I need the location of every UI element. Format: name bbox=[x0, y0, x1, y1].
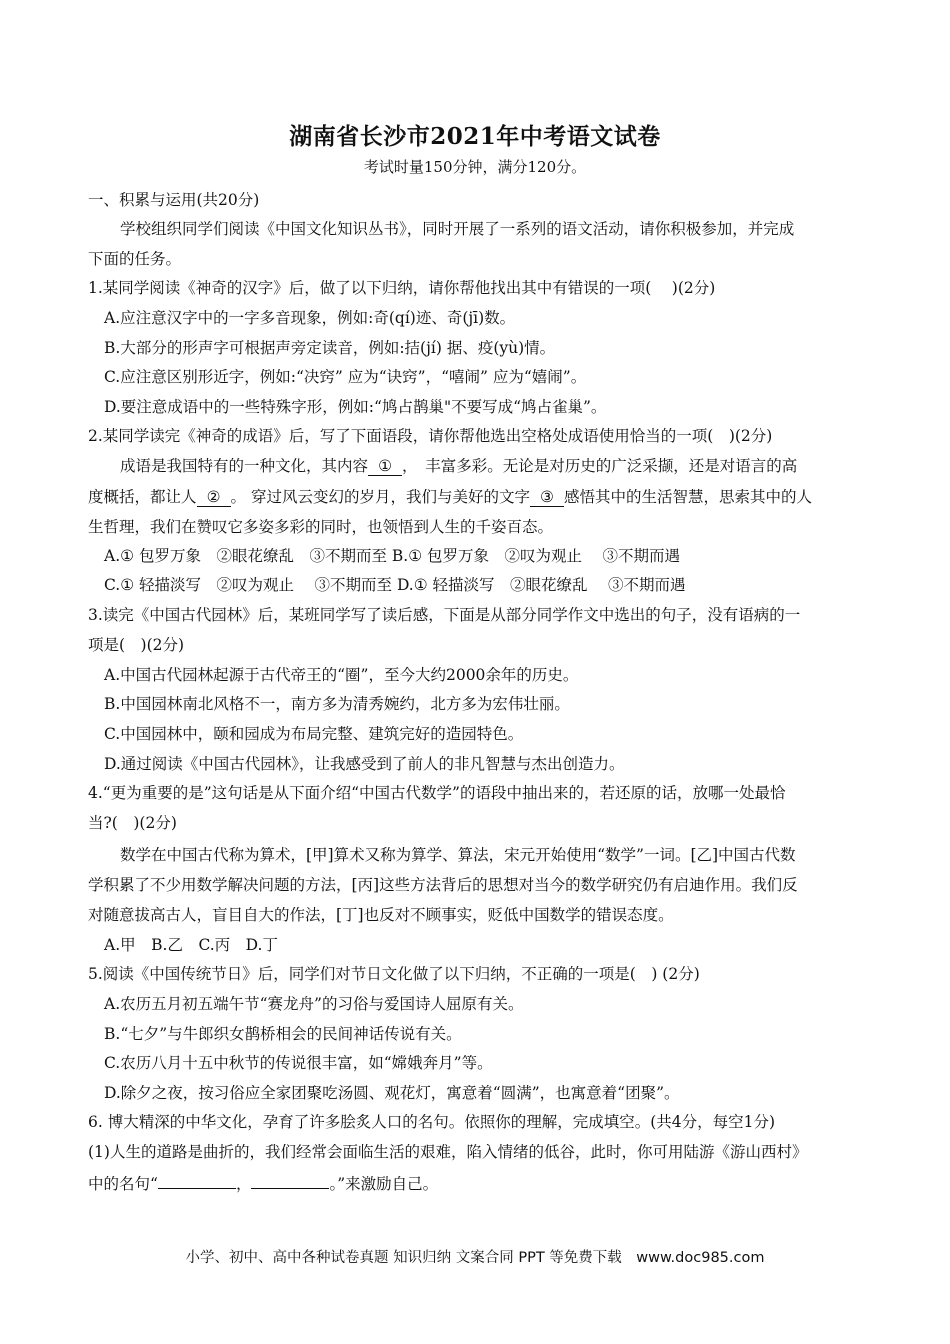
question-4-options: A.甲 B.乙 C.丙 D.丁 bbox=[104, 936, 278, 954]
question-1-option-a: A.应注意汉字中的一字多音现象，例如:奇(qí)迹、奇(jī)数。 bbox=[104, 309, 516, 327]
question-4-passage-line-1: 数学在中国古代称为算术，[甲]算术又称为算学、算法，宋元开始使用“数学”一词。[乙]中国古代数 bbox=[120, 846, 796, 864]
separator-text: ， bbox=[235, 1175, 252, 1193]
question-5-option-d: D.除夕之夜，按习俗应全家团聚吃汤圆、观花灯，寓意着“圆满”，也寓意着“团聚”。 bbox=[104, 1084, 680, 1102]
question-3-option-a: A.中国古代园林起源于古代帝王的“圈”，至今大约2000余年的历史。 bbox=[104, 666, 579, 684]
passage-text: 度概括，都让人 bbox=[88, 488, 197, 506]
passage-text: 成语是我国特有的一种文化，其内容 bbox=[120, 457, 369, 475]
question-4-passage-line-3: 对随意拔高古人，盲目自大的作法，[丁]也反对不顾事实，贬低中国数学的错误态度。 bbox=[88, 906, 674, 924]
question-3-option-b: B.中国园林南北风格不一，南方多为清秀婉约，北方多为宏伟壮丽。 bbox=[104, 695, 570, 713]
intro-line-2: 下面的任务。 bbox=[88, 250, 182, 268]
question-1-option-d: D.要注意成语中的一些特殊字形，例如:“鸠占鹊巢"不要写成“鸠占雀巢”。 bbox=[104, 398, 607, 416]
question-3-option-c: C.中国园林中，颐和园成为布局完整、建筑完好的造园特色。 bbox=[104, 725, 524, 743]
question-4-stem-line-1: 4.“更为重要的是”这句话是从下面介绍“中国古代数学”的语段中抽出来的，若还原的话，放哪一处最恰 bbox=[88, 784, 786, 802]
question-5-option-a: A.农历五月初五端午节“赛龙舟”的习俗与爱国诗人屈原有关。 bbox=[104, 995, 524, 1013]
passage-text: 感悟其中的生活智慧，思索其中的人 bbox=[563, 488, 812, 506]
passage-text: 。 穿过风云变幻的岁月，我们与美好的文字 bbox=[230, 488, 530, 506]
question-1-option-c: C.应注意区别形近字，例如:“决窍” 应为“诀窍”，“嘻闹” 应为“嬉闹”。 bbox=[104, 368, 587, 386]
question-4-passage-line-2: 学积累了不少用数学解决问题的方法，[丙]这些方法背后的思想对当今的数学研究仍有启迪作用。我们反 bbox=[88, 876, 798, 894]
blank-1: ① bbox=[368, 457, 402, 476]
question-6-sub-1-line-2 bbox=[88, 1174, 868, 1194]
question-2-passage-line-3: 生哲理，我们在赞叹它多姿多彩的同时，也领悟到人生的千姿百态。 bbox=[88, 518, 554, 536]
question-2-option-b: B.① 包罗万象 ②叹为观止 ③不期而遇 bbox=[391, 547, 680, 565]
question-2-option-d: D.① 轻描淡写 ②眼花缭乱 ③不期而遇 bbox=[396, 576, 686, 594]
page-footer: 小学、初中、高中各种试卷真题 知识归纳 文案合同 PPT 等免费下载 www.doc985.com bbox=[185, 1250, 765, 1266]
question-2-options-ab bbox=[104, 546, 884, 566]
question-2-passage-line-1 bbox=[120, 456, 900, 476]
page-title: 湖南省长沙市2021年中考语文试卷 bbox=[289, 123, 661, 150]
section-heading: 一、积累与运用(共20分) bbox=[88, 191, 260, 209]
question-3-stem-line-1: 3.读完《中国古代园林》后，某班同学写了读后感，下面是从部分同学作文中选出的句子，没有语病的一 bbox=[88, 606, 801, 624]
question-5-option-b: B.“七夕”与牛郎织女鹊桥相会的民间神话传说有关。 bbox=[104, 1025, 462, 1043]
fill-in-blank-1[interactable] bbox=[158, 1174, 236, 1189]
fill-in-blank-2[interactable] bbox=[251, 1174, 329, 1189]
blank-2: ② bbox=[197, 488, 231, 507]
question-1-option-b: B.大部分的形声字可根据声旁定读音，例如:拮(jí) 据、疫(yù)情。 bbox=[104, 339, 556, 357]
question-3-option-d: D.通过阅读《中国古代园林》，让我感受到了前人的非凡智慧与杰出创造力。 bbox=[104, 755, 625, 773]
question-6-sub-1-line-1: (1)人生的道路是曲折的，我们经常会面临生活的艰难，陷入情绪的低谷，此时，你可用陆游《游山西村》 bbox=[88, 1143, 808, 1161]
question-2-option-a: A.① 包罗万象 ②眼花缭乱 ③不期而至 bbox=[104, 547, 387, 565]
question-5-stem: 5.阅读《中国传统节日》后，同学们对节日文化做了以下归纳，不正确的一项是( ) (2分) bbox=[88, 965, 700, 983]
exam-duration-note: 考试时量150分钟，满分120分。 bbox=[363, 158, 587, 176]
question-2-option-c: C.① 轻描淡写 ②叹为观止 ③不期而至 bbox=[104, 576, 392, 594]
passage-text: ， 丰富多彩。无论是对历史的广泛采撷，还是对语言的高 bbox=[402, 457, 798, 475]
question-2-options-cd bbox=[104, 575, 884, 595]
blank-3: ③ bbox=[530, 488, 564, 507]
question-1-stem: 1.某同学阅读《神奇的汉字》后，做了以下归纳，请你帮他找出其中有错误的一项( )(2分) bbox=[88, 279, 716, 297]
quote-open-text: 中的名句“ bbox=[88, 1175, 158, 1193]
quote-close-text: 。”来激励自己。 bbox=[329, 1175, 439, 1193]
intro-line-1: 学校组织同学们阅读《中国文化知识丛书》，同时开展了一系列的语文活动，请你积极参加，并完成 bbox=[120, 220, 795, 238]
question-6-stem: 6. 博大精深的中华文化，孕育了许多脍炙人口的名句。依照你的理解，完成填空。(共4分，每空1分) bbox=[88, 1113, 776, 1131]
question-4-stem-line-2: 当?( )(2分) bbox=[88, 814, 177, 832]
question-5-option-c: C.农历八月十五中秋节的传说很丰富，如“嫦娥奔月”等。 bbox=[104, 1054, 493, 1072]
question-2-passage-line-2 bbox=[88, 487, 868, 507]
question-2-stem: 2.某同学读完《神奇的成语》后，写了下面语段，请你帮他选出空格处成语使用恰当的一项( )(2分) bbox=[88, 427, 773, 445]
question-3-stem-line-2: 项是( )(2分) bbox=[88, 636, 185, 654]
